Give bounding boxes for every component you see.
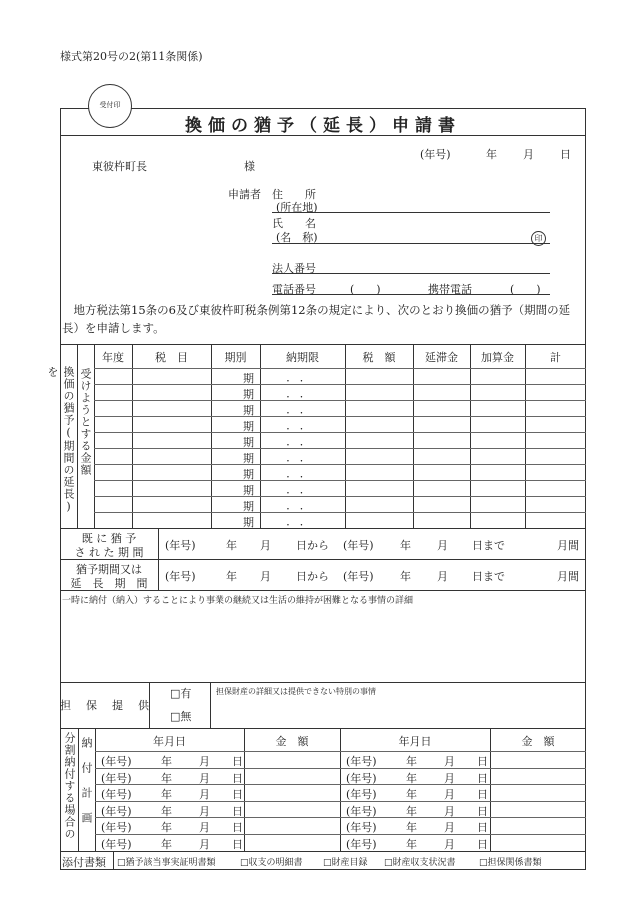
header-total: 計 (550, 351, 561, 364)
period-cell[interactable]: 期 (243, 372, 254, 385)
hardship-label: 一時に納付（納入）することにより事業の継続又は生活の維持が困難となる事情の詳細 (62, 596, 414, 606)
installment-year-cell[interactable]: 年 (161, 805, 172, 818)
addressee-honorific: 様 (244, 160, 255, 173)
req-period-era[interactable]: (年号) (165, 570, 196, 583)
amount-col-divider (470, 344, 471, 528)
due-date-cell[interactable]: ．． (286, 403, 319, 416)
req-period-year2[interactable]: 年 (400, 570, 411, 583)
installment-amount-cell[interactable] (491, 818, 585, 833)
installment-day-cell[interactable]: 日 (232, 772, 243, 785)
installment-year-cell[interactable]: 年 (161, 838, 172, 851)
installment-year-cell[interactable]: 年 (161, 772, 172, 785)
collateral-divider-2 (210, 682, 211, 728)
installment-month-cell[interactable]: 月 (199, 788, 210, 801)
amount-col-divider (211, 344, 212, 528)
attachments-label: 添付書類 (62, 856, 106, 869)
installment-month-cell[interactable]: 月 (199, 838, 210, 851)
address-label: 住 所 (272, 188, 316, 201)
reception-stamp-label: 受付印 (99, 101, 121, 109)
applicant-label: 申請者 (228, 188, 261, 201)
installment-year-cell[interactable]: 年 (161, 755, 172, 768)
due-date-cell[interactable]: ．． (286, 371, 319, 384)
installment-side-label-1: 分割納付する場合の (63, 732, 76, 840)
prev-period-top (60, 528, 586, 529)
installment-month-cell[interactable]: 月 (444, 772, 455, 785)
collateral-yes-checkbox[interactable]: □有 (170, 687, 192, 700)
installment-month-cell[interactable]: 月 (444, 788, 455, 801)
prev-period-label-1: 既 に 猶 予 (81, 532, 137, 545)
prev-period-to[interactable]: 日まで (472, 539, 505, 552)
req-period-from[interactable]: 日から (296, 570, 329, 583)
installment-era-cell[interactable]: (年号) (346, 805, 377, 818)
installment-amount-cell[interactable] (491, 769, 585, 784)
installment-header-amount: 金 額 (275, 735, 309, 748)
period-cell[interactable]: 期 (243, 468, 254, 481)
title-divider (60, 135, 586, 136)
prev-period-label-2: さ れ た 期 間 (74, 546, 144, 559)
due-date-cell[interactable]: ．． (286, 515, 319, 528)
amount-col-divider (413, 344, 414, 528)
installment-year-cell[interactable]: 年 (406, 788, 417, 801)
mobile-label: 携帯電話 (428, 283, 472, 296)
amount-side-label-2: 受けようとする金額 (79, 368, 92, 476)
installment-month-cell[interactable]: 月 (444, 755, 455, 768)
header-surcharge: 加算金 (481, 351, 514, 364)
installment-month-cell[interactable]: 月 (199, 805, 210, 818)
installment-era-cell[interactable]: (年号) (101, 788, 132, 801)
attachments-top (60, 851, 586, 852)
installment-era-cell[interactable]: (年号) (101, 755, 132, 768)
amount-col-divider (132, 344, 133, 528)
amount-side-divider-2 (94, 344, 95, 528)
installment-header-date: 年月日 (153, 735, 186, 748)
corp-number-field-line[interactable] (272, 273, 550, 274)
installment-day-cell[interactable]: 日 (477, 805, 488, 818)
installment-era-cell[interactable]: (年号) (346, 755, 377, 768)
prev-period-era[interactable]: (年号) (165, 539, 196, 552)
period-cell[interactable]: 期 (243, 404, 254, 417)
prev-period-months[interactable]: 月間 (557, 539, 579, 552)
corp-number-label: 法人番号 (272, 262, 316, 275)
req-period-top (60, 559, 586, 560)
prev-period-month2[interactable]: 月 (437, 539, 448, 552)
collateral-detail-label: 担保財産の詳細又は提供できない特別の事情 (216, 687, 376, 696)
installment-month-cell[interactable]: 月 (444, 821, 455, 834)
attachment-checkbox-asset-list[interactable]: □財産目録 (323, 858, 368, 868)
installment-month-cell[interactable]: 月 (199, 772, 210, 785)
installment-amount-cell[interactable] (491, 835, 585, 850)
installment-era-cell[interactable]: (年号) (101, 772, 132, 785)
installment-year-cell[interactable]: 年 (406, 805, 417, 818)
installment-day-cell[interactable]: 日 (477, 755, 488, 768)
attachment-checkbox-proof[interactable]: □猶予該当事実証明書類 (117, 858, 216, 868)
collateral-top (60, 682, 586, 683)
installment-amount-cell[interactable] (245, 785, 339, 800)
amount-col-divider (345, 344, 346, 528)
addressee-name: 東彼杵町長 (92, 160, 147, 173)
installment-day-cell[interactable]: 日 (232, 805, 243, 818)
hardship-top (60, 590, 586, 591)
installment-era-cell[interactable]: (年号) (101, 838, 132, 851)
req-period-months[interactable]: 月間 (557, 570, 579, 583)
installment-era-cell[interactable]: (年号) (346, 821, 377, 834)
amount-col-divider (525, 344, 526, 528)
req-period-year[interactable]: 年 (226, 570, 237, 583)
installment-month-cell[interactable]: 月 (199, 755, 210, 768)
installment-day-cell[interactable]: 日 (232, 821, 243, 834)
amount-side-label-1: 換価の猶予(期間の延長)を (46, 366, 75, 514)
header-due-date: 納期限 (286, 351, 319, 364)
installment-side-label-2: 納付計画 (80, 737, 93, 837)
date-day[interactable]: 日 (560, 148, 571, 161)
req-period-to[interactable]: 日まで (472, 570, 505, 583)
prev-period-from[interactable]: 日から (296, 539, 329, 552)
address-field-line[interactable] (272, 212, 550, 213)
address-sub-label: (所在地) (276, 201, 318, 214)
phone-field-line[interactable] (272, 294, 550, 295)
due-date-cell[interactable]: ．． (286, 483, 319, 496)
hardship-detail-field[interactable] (61, 607, 585, 679)
period-cell[interactable]: 期 (243, 436, 254, 449)
date-era[interactable]: (年号) (420, 148, 451, 161)
installment-year-cell[interactable]: 年 (161, 821, 172, 834)
installment-year-cell[interactable]: 年 (406, 755, 417, 768)
installment-year-cell[interactable]: 年 (161, 788, 172, 801)
installment-day-cell[interactable]: 日 (232, 788, 243, 801)
installment-header-date-2: 年月日 (398, 735, 432, 748)
seal-mark: 印 (531, 231, 546, 246)
due-date-cell[interactable]: ．． (286, 499, 319, 512)
attachments-divider (113, 851, 114, 870)
collateral-detail-field[interactable] (212, 698, 584, 726)
attachment-checkbox-income-statement[interactable]: □収支の明細書 (240, 858, 303, 868)
header-late-fee: 延滞金 (425, 351, 458, 364)
period-cell[interactable]: 期 (243, 452, 254, 465)
header-period: 期別 (224, 351, 247, 364)
name-field-line[interactable] (272, 243, 550, 244)
installment-era-cell[interactable]: (年号) (346, 772, 377, 785)
attachment-checkbox-asset-status[interactable]: □財産収支状況書 (384, 858, 456, 868)
installment-day-cell[interactable]: 日 (232, 838, 243, 851)
installment-year-cell[interactable]: 年 (406, 821, 417, 834)
installment-day-cell[interactable]: 日 (477, 821, 488, 834)
prev-period-era2[interactable]: (年号) (343, 539, 374, 552)
installment-day-cell[interactable]: 日 (477, 838, 488, 851)
installment-amount-cell[interactable] (245, 835, 339, 850)
req-period-era2[interactable]: (年号) (343, 570, 374, 583)
installment-amount-cell[interactable] (491, 785, 585, 800)
header-tax-item: 税 目 (155, 351, 188, 364)
installment-top (60, 728, 586, 729)
header-year: 年度 (102, 351, 124, 364)
header-tax-amount: 税 額 (362, 351, 396, 364)
date-year[interactable]: 年 (486, 148, 497, 161)
installment-month-cell[interactable]: 月 (444, 838, 455, 851)
phone-label: 電話番号 (272, 283, 316, 296)
form-number: 様式第20号の2(第11条関係) (60, 50, 203, 63)
collateral-no-checkbox[interactable]: □無 (170, 710, 192, 723)
installment-era-cell[interactable]: (年号) (346, 788, 377, 801)
name-sub-label: (名 称) (276, 231, 318, 244)
period-cell[interactable]: 期 (243, 484, 254, 497)
due-date-cell[interactable]: ．． (286, 451, 319, 464)
mobile-paren[interactable]: ( ) (510, 283, 541, 296)
amount-table-top (60, 344, 586, 345)
statement-line-2: 長）を申請します。 (62, 321, 165, 335)
installment-month-cell[interactable]: 月 (444, 805, 455, 818)
installment-amount-cell[interactable] (491, 752, 585, 767)
installment-amount-cell[interactable] (245, 818, 339, 833)
collateral-label: 担 保 提 供 (60, 699, 151, 712)
installment-year-cell[interactable]: 年 (406, 838, 417, 851)
due-date-cell[interactable]: ．． (286, 419, 319, 432)
req-period-month2[interactable]: 月 (437, 570, 448, 583)
prev-period-year2[interactable]: 年 (400, 539, 411, 552)
period-cell[interactable]: 期 (243, 500, 254, 513)
form-title: 換価の猶予（延長）申請書 (185, 116, 461, 136)
installment-era-cell[interactable]: (年号) (101, 821, 132, 834)
due-date-cell[interactable]: ．． (286, 467, 319, 480)
installment-amount-cell[interactable] (491, 802, 585, 817)
installment-era-cell[interactable]: (年号) (346, 838, 377, 851)
installment-header-amount-2: 金 額 (521, 735, 555, 748)
attachment-checkbox-collateral-docs[interactable]: □担保関係書類 (479, 858, 542, 868)
name-label: 氏 名 (272, 217, 316, 230)
installment-month-cell[interactable]: 月 (199, 821, 210, 834)
installment-era-cell[interactable]: (年号) (101, 805, 132, 818)
req-period-label-1: 猶予期間又は (76, 563, 142, 576)
period-cell[interactable]: 期 (243, 420, 254, 433)
phone-paren[interactable]: ( ) (350, 283, 381, 296)
installment-amount-cell[interactable] (245, 802, 339, 817)
req-period-label-2: 延 長 期 間 (70, 577, 148, 590)
period-cell[interactable]: 期 (243, 516, 254, 529)
installment-year-cell[interactable]: 年 (406, 772, 417, 785)
installment-day-cell[interactable]: 日 (477, 772, 488, 785)
date-month[interactable]: 月 (523, 148, 534, 161)
due-date-cell[interactable]: ．． (286, 387, 319, 400)
req-period-month[interactable]: 月 (260, 570, 271, 583)
installment-day-cell[interactable]: 日 (232, 755, 243, 768)
installment-day-cell[interactable]: 日 (477, 788, 488, 801)
installment-amount-cell[interactable] (245, 769, 339, 784)
prev-period-month[interactable]: 月 (260, 539, 271, 552)
prev-period-year[interactable]: 年 (226, 539, 237, 552)
installment-amount-cell[interactable] (245, 752, 339, 767)
period-cell[interactable]: 期 (243, 388, 254, 401)
statement-line-1: 地方税法第15条の6及び東彼杵町税条例第12条の規定により、次のとおり換価の猶予（期間の延 (62, 303, 571, 317)
due-date-cell[interactable]: ．． (286, 435, 319, 448)
